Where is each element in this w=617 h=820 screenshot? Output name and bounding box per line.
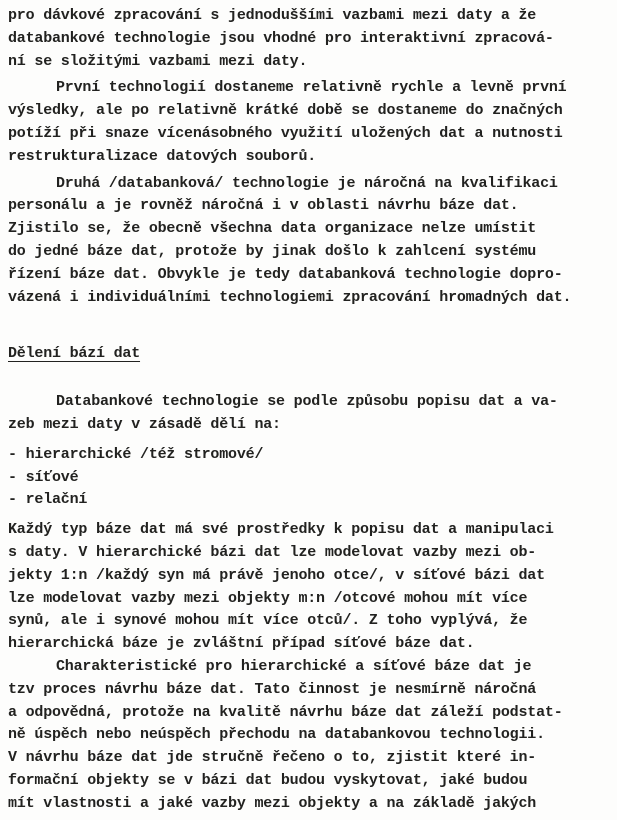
text-line: mít vlastnosti a jaké vazby mezi objekty a na základě jakých — [8, 794, 537, 812]
text-line: Zjistilo se, že obecně všechna data organizace nelze umístit — [8, 220, 537, 238]
text-line: vázená i individuálními technologiemi zpracování hromadných dat. — [8, 288, 572, 306]
text-line: pro dávkové zpracování s jednoduššími vazbami mezi daty a že — [8, 7, 537, 24]
dash-list — [8, 444, 611, 512]
text-paragraph — [8, 519, 611, 656]
list-item: - hierarchické /též stromové/ — [8, 445, 264, 463]
text-paragraph — [8, 656, 611, 816]
text-line: lze modelovat vazby mezi objekty m:n /otcové mohou mít více — [8, 589, 528, 607]
text-line: Každý typ báze dat má své prostředky k popisu dat a manipulaci — [8, 521, 554, 539]
text-line: Druhá /databanková/ technologie je náročná na kvalifikaci — [56, 174, 558, 192]
text-line: do jedné báze dat, protože by jinak došlo k zahlcení systému — [8, 242, 537, 260]
section-heading — [8, 343, 611, 366]
text-line: ní se složitými vazbami mezi daty. — [8, 52, 308, 70]
text-line: a odpovědná, protože na kvalitě návrhu báze dat záleží podstat- — [8, 703, 563, 721]
text-line: řízení báze dat. Obvykle je tedy databanková technologie dopro- — [8, 265, 563, 283]
text-line: Charakteristické pro hierarchické a síťové báze dat je — [56, 657, 532, 675]
text-line: personálu a je rovněž náročná i v oblasti návrhu báze dat. — [8, 197, 519, 215]
text-paragraph — [8, 77, 611, 168]
text-line: výsledky, ale po relativně krátké době se dostaneme do značných — [8, 102, 563, 120]
text-line: tzv proces návrhu báze dat. Tato činnost je nesmírně náročná — [8, 680, 537, 698]
text-line: s daty. V hierarchické bázi dat lze modelovat vazby mezi ob- — [8, 543, 537, 561]
text-line: zeb mezi daty v zásadě dělí na: — [8, 415, 281, 433]
text-line: potíží při snaze vícenásobného využití uložených dat a nutnosti — [8, 124, 563, 142]
text-line: První technologií dostaneme relativně rychle a levně první — [56, 79, 567, 97]
heading-text: Dělení bází dat — [8, 345, 141, 363]
text-paragraph — [8, 391, 611, 437]
list-item: - síťové — [8, 468, 79, 486]
text-line: jekty 1:n /každý syn má právě jenoho otce/, v síťové bázi dat — [8, 566, 545, 584]
text-line: Databankové technologie se podle způsobu popisu dat a va- — [56, 393, 558, 411]
text-paragraph — [8, 5, 611, 73]
text-line: formační objekty se v bázi dat budou vyskytovat, jaké budou — [8, 771, 528, 789]
text-line: V návrhu báze dat jde stručně řečeno o to, zjistit které in- — [8, 749, 537, 767]
text-paragraph — [8, 173, 611, 310]
text-line: ně úspěch nebo neúspěch přechodu na databankovou technologii. — [8, 726, 545, 744]
text-line: synů, ale i synové mohou mít více otců/. Z toho vyplývá, že — [8, 612, 528, 630]
list-item: - relační — [8, 491, 88, 509]
text-line: hierarchická báze je zvláštní případ síťové báze dat. — [8, 635, 475, 653]
text-line: restrukturalizace datových souborů. — [8, 147, 317, 165]
text-line: databankové technologie jsou vhodné pro interaktivní zpracová- — [8, 29, 554, 47]
